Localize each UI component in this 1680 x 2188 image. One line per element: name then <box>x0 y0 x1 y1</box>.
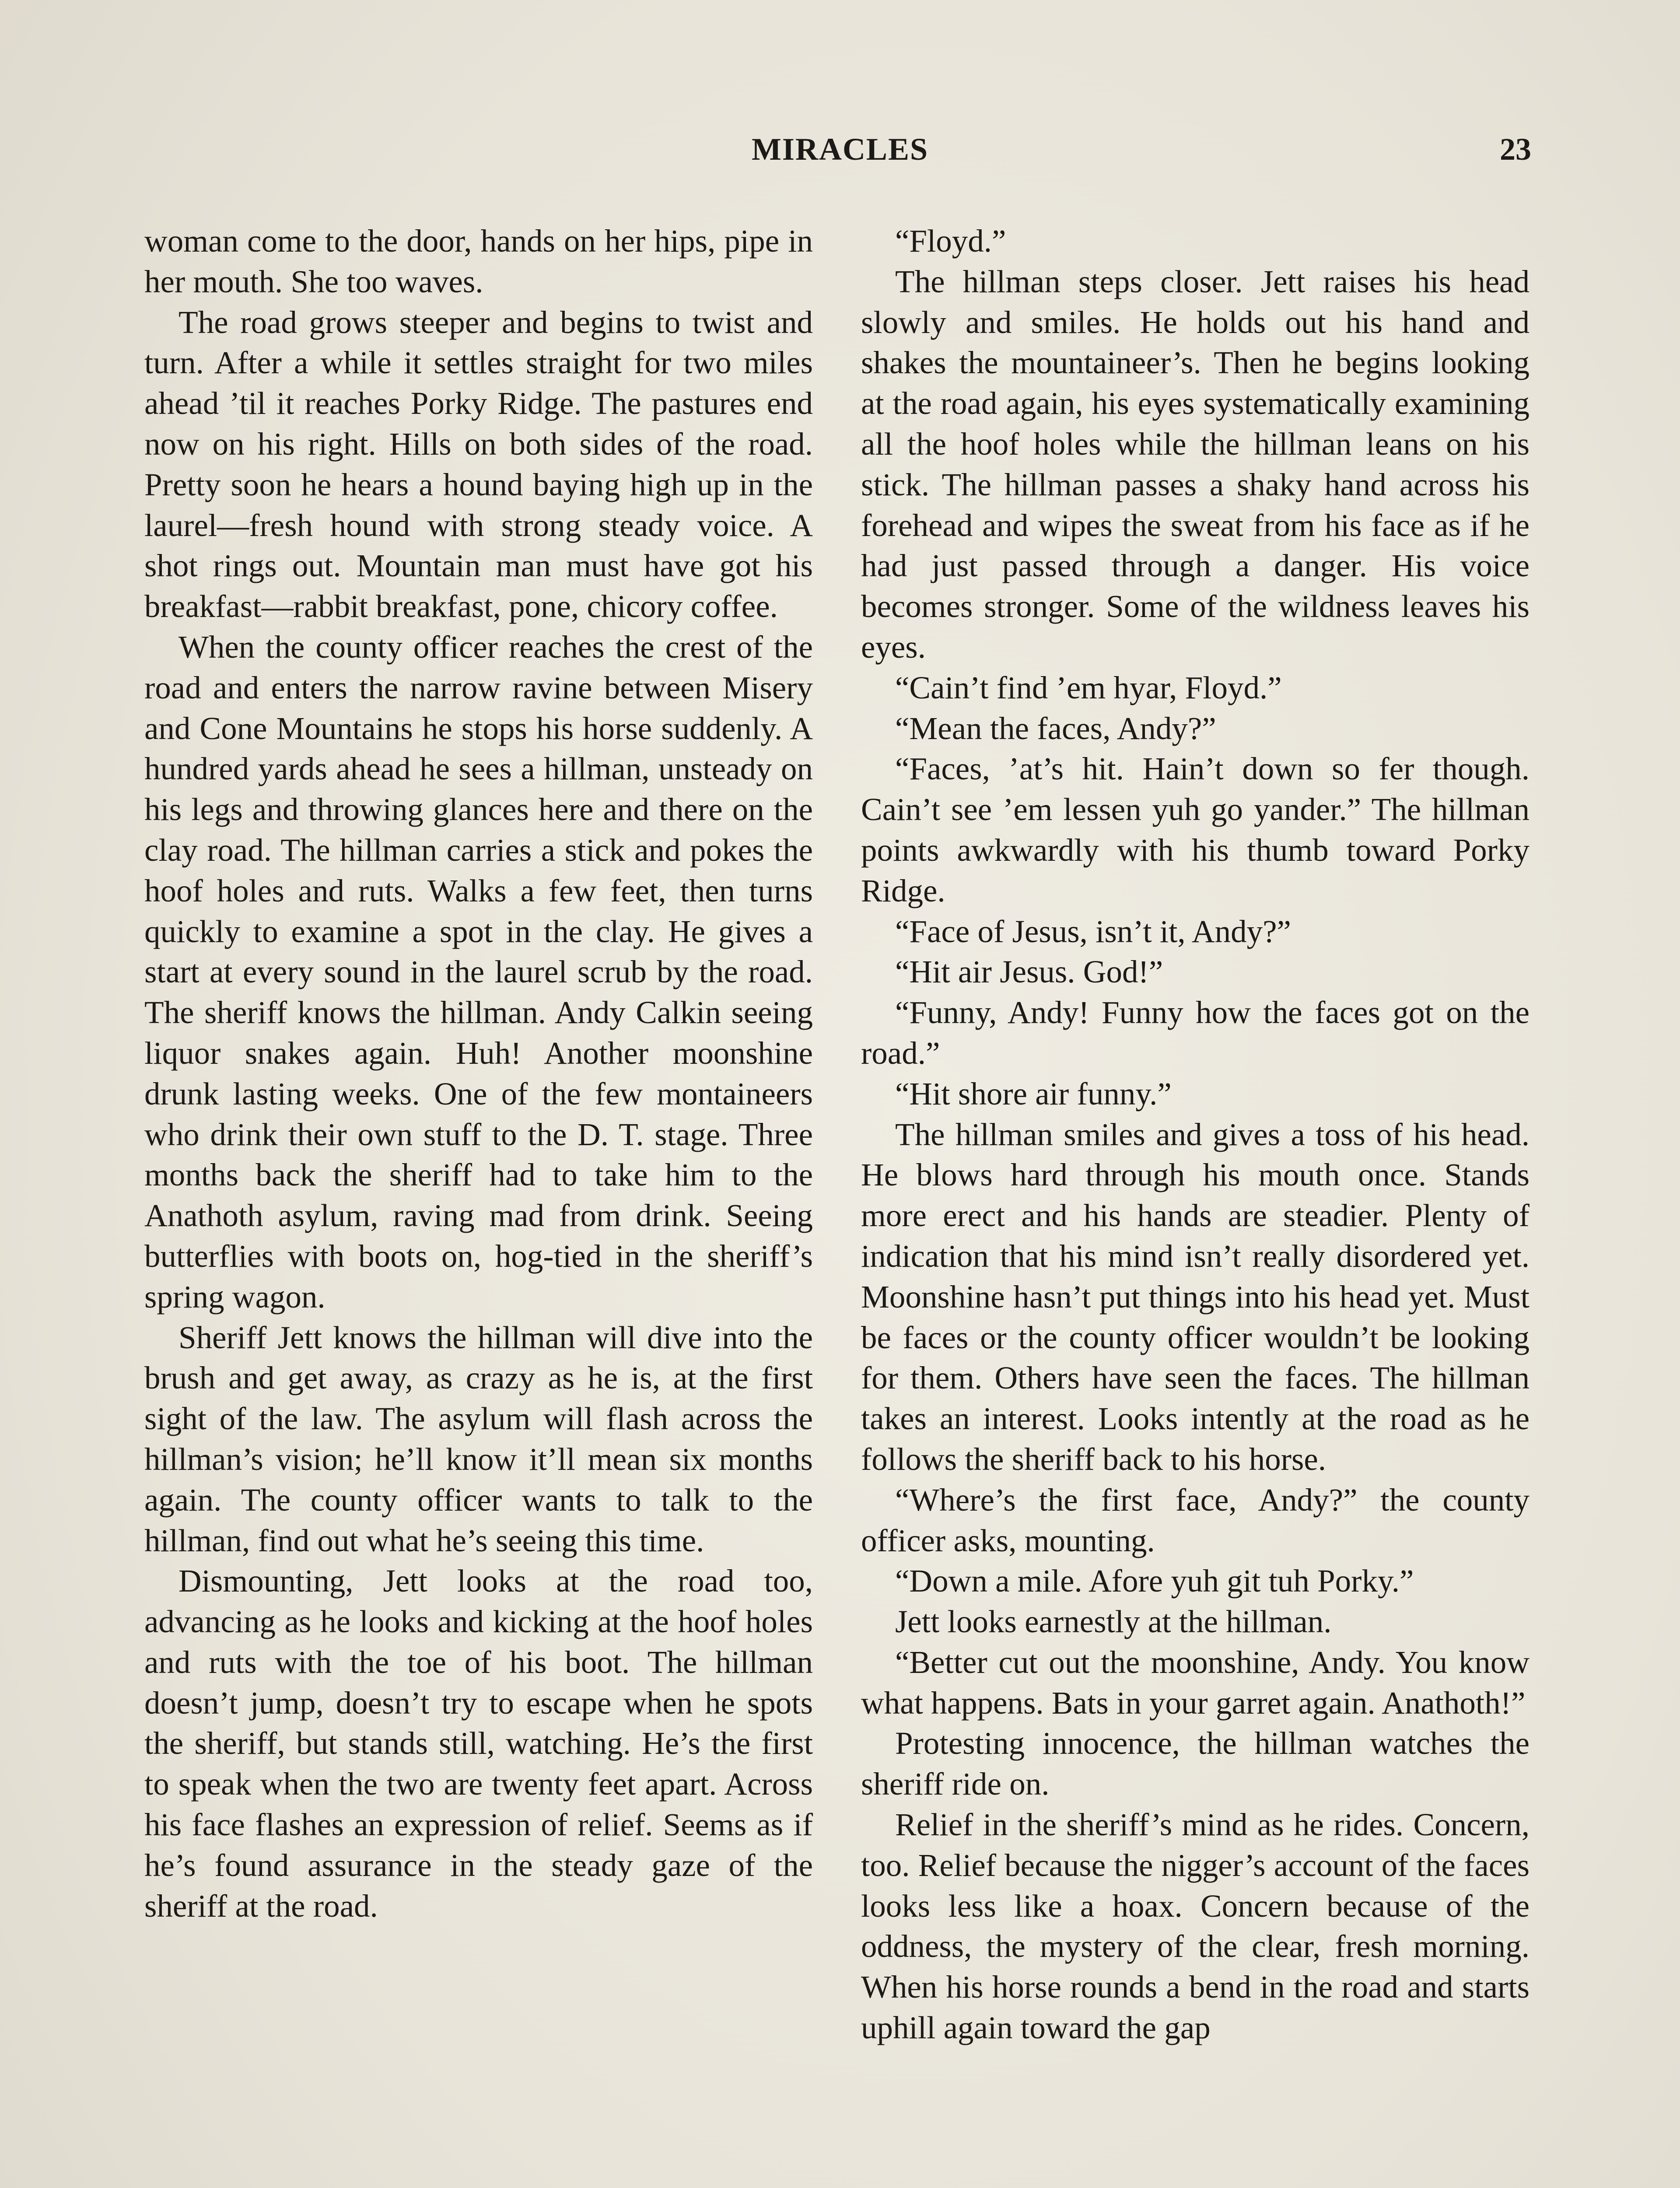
paragraph: The road grows steeper and begins to twist and turn. After a while it settles straight for two miles ahead ’til it reaches Porky Ridge. The pastures end now on his right. Hills on both sides of the road. Pretty soon he hears a hound baying high up in the laurel—fresh hound with strong steady voice. A shot rings out. Mountain man must have got his breakfast—rabbit breakfast, pone, chicory coffee. <box>144 304 813 624</box>
paragraph: Dismounting, Jett looks at the road too, advancing as he looks and kicking at the hoof holes and ruts with the toe of his boot. The hillman doesn’t jump, doesn’t try to escape when he spots the sheriff, but stands still, watching. He’s the first to speak when the two are twenty feet apart. Across his face flashes an expression of relief. Seems as if he’s found assurance in the steady gaze of the sheriff at the road. <box>144 1563 813 1924</box>
paragraph: “Hit shore air funny.” <box>895 1076 1172 1112</box>
left-text-column <box>144 221 813 1926</box>
right-text-column <box>861 221 1530 2048</box>
paragraph: When the county officer reaches the crest of the road and enters the narrow ravine between Misery and Cone Mountains he stops his horse suddenly. A hundred yards ahead he sees a hillman, unsteady on his legs and throwing glances here and there on the clay road. The hillman carries a stick and pokes the hoof holes and ruts. Walks a few feet, then turns quickly to examine a spot in the clay. He gives a start at every sound in the laurel scrub by the road. The sheriff knows the hillman. Andy Calkin seeing liquor snakes again. Huh! Another moonshine drunk lasting weeks. One of the few montaineers who drink their own stuff to the D. T. stage. Three months back the sheriff had to take him to the Anathoth asylum, raving mad from drink. Seeing butterflies with boots on, hog-tied in the sheriff’s spring wagon. <box>144 629 813 1315</box>
paragraph: Sheriff Jett knows the hillman will dive into the brush and get away, as crazy as he is, at the first sight of the law. The asylum will flash across the hillman’s vision; he’ll know it’ll mean six months again. The county officer wants to talk to the hillman, find out what he’s seeing this time. <box>144 1319 813 1558</box>
paragraph: “Floyd.” <box>895 223 1006 259</box>
running-title: MIRACLES <box>751 132 929 167</box>
paragraph: “Where’s the first face, Andy?” the county officer asks, mounting. <box>861 1482 1530 1558</box>
page-header <box>0 131 1680 179</box>
paragraph: “Cain’t find ’em hyar, Floyd.” <box>895 670 1282 705</box>
paragraph: “Hit air Jesus. God!” <box>895 954 1163 990</box>
paragraph: Relief in the sheriff’s mind as he rides. Concern, too. Relief because the nigger’s account of the faces looks less like a hoax. Concern because of the oddness, the mystery of the clear, fresh morning. When his horse rounds a bend in the road and starts uphill again toward the gap <box>861 1807 1530 2046</box>
paragraph: “Faces, ’at’s hit. Hain’t down so fer though. Cain’t see ’em lessen yuh go yander.” The hillman points awkwardly with his thumb toward Porky Ridge. <box>861 751 1530 908</box>
paragraph: “Down a mile. Afore yuh git tuh Porky.” <box>895 1563 1414 1599</box>
paragraph: The hillman smiles and gives a toss of his head. He blows hard through his mouth once. Stands more erect and his hands are steadier. Plenty of indication that his mind isn’t really disordered yet. Moonshine hasn’t put things into his head yet. Must be faces or the county officer wouldn’t be looking for them. Others have seen the faces. The hillman takes an interest. Looks intently at the road as he follows the sheriff back to his horse. <box>861 1116 1530 1477</box>
paragraph: “Face of Jesus, isn’t it, Andy?” <box>895 913 1291 949</box>
paragraph: Jett looks earnestly at the hillman. <box>895 1604 1332 1640</box>
paragraph: woman come to the door, hands on her hips, pipe in her mouth. She too waves. <box>144 223 813 299</box>
paragraph: “Better cut out the moonshine, Andy. You know what happens. Bats in your garret again. Anathoth!” <box>861 1644 1530 1721</box>
page-number: 23 <box>1500 132 1531 167</box>
paragraph: “Mean the faces, Andy?” <box>895 710 1216 746</box>
paragraph: The hillman steps closer. Jett raises his head slowly and smiles. He holds out his hand and shakes the mountaineer’s. Then he begins looking at the road again, his eyes systematically examining all the hoof holes while the hillman leans on his stick. The hillman passes a shaky hand across his forehead and wipes the sweat from his face as if he had just passed through a danger. His voice becomes stronger. Some of the wildness leaves his eyes. <box>861 263 1530 665</box>
paragraph: Protesting innocence, the hillman watches the sheriff ride on. <box>861 1725 1530 1802</box>
paragraph: “Funny, Andy! Funny how the faces got on the road.” <box>861 995 1530 1071</box>
